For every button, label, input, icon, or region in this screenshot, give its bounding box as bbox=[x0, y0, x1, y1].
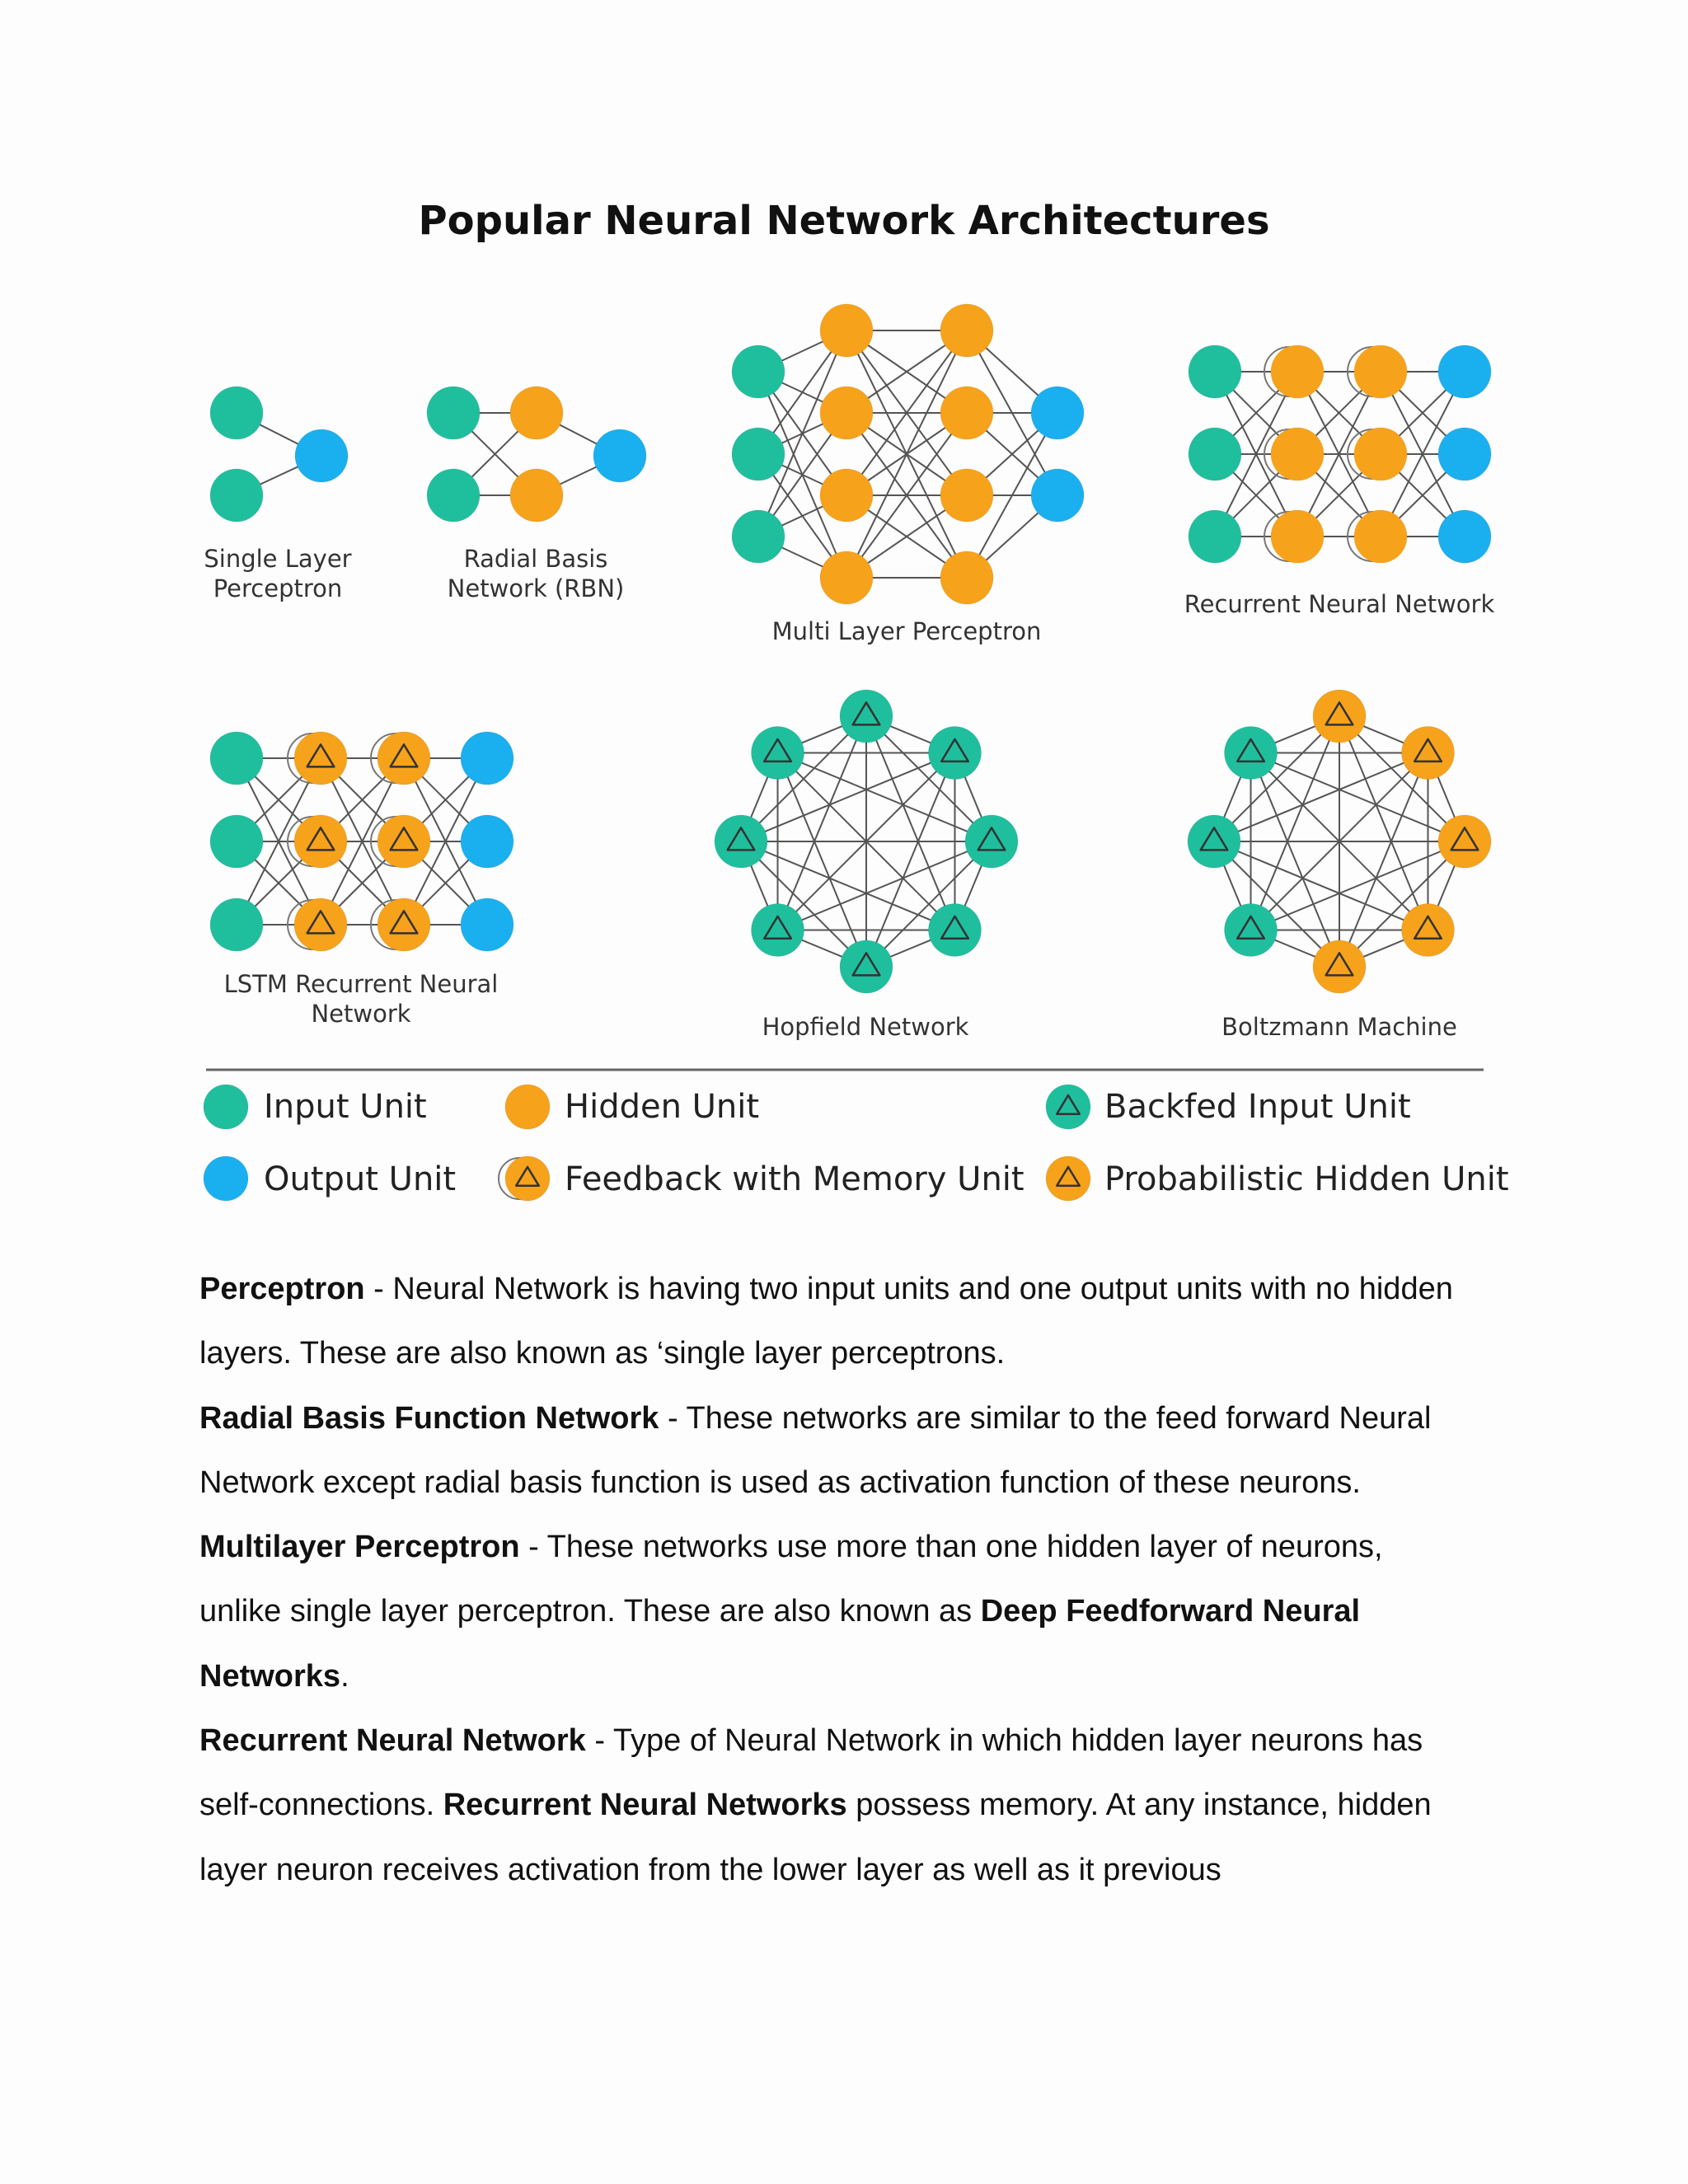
term-rnn: Recurrent Neural Network bbox=[199, 1723, 586, 1759]
memory-unit-node bbox=[371, 815, 430, 868]
output-unit-node bbox=[1031, 387, 1084, 439]
backfed-input-node bbox=[752, 727, 804, 780]
paragraph-rbf bbox=[199, 1386, 1469, 1516]
label-hopfield: Hopfield Network bbox=[762, 1013, 969, 1041]
legend bbox=[264, 1088, 1509, 1198]
hidden-unit-node bbox=[940, 551, 993, 604]
probabilistic-hidden-node bbox=[1438, 815, 1491, 868]
backfed-input-node bbox=[715, 815, 767, 868]
hidden-unit-node bbox=[940, 387, 993, 439]
memory-unit-node bbox=[288, 815, 347, 868]
input-unit-node bbox=[732, 510, 785, 563]
network-nodes bbox=[210, 304, 1491, 993]
output-unit-node bbox=[295, 429, 348, 482]
input-unit-node bbox=[210, 898, 263, 951]
input-unit-node bbox=[210, 387, 263, 439]
label-rnn: Recurrent Neural Network bbox=[1184, 590, 1495, 618]
hidden-unit-node bbox=[820, 551, 873, 604]
text-rnn: - Type of Neural Network in which hidden layer neurons has self-connections. bbox=[199, 1723, 1423, 1823]
label-single-layer-line2: Perceptron bbox=[213, 574, 343, 602]
term-perceptron: Perceptron bbox=[199, 1272, 365, 1306]
text-rbf: - These networks are similar to the feed forward Neural Network except radial basis function is used as activation function of these neurons. bbox=[199, 1400, 1432, 1500]
probabilistic-hidden-node bbox=[1313, 690, 1366, 743]
output-unit-node bbox=[204, 1156, 248, 1201]
output-unit-node bbox=[461, 815, 513, 868]
label-single-layer-line1: Single Layer bbox=[204, 545, 352, 573]
page-title: Popular Neural Network Architectures bbox=[418, 198, 1270, 244]
hidden-unit-node bbox=[940, 469, 993, 522]
probabilistic-hidden-node bbox=[1401, 727, 1454, 780]
hidden-unit-node bbox=[510, 469, 563, 522]
paragraph-mlp bbox=[199, 1515, 1469, 1708]
term-deep-feedforward: Deep Feedforward Neural Networks bbox=[199, 1594, 1361, 1694]
hidden-unit-node bbox=[820, 387, 873, 439]
input-unit-node bbox=[427, 469, 480, 522]
output-unit-node bbox=[593, 429, 646, 482]
backfed-input-node bbox=[1225, 727, 1278, 780]
probabilistic-hidden-node bbox=[1313, 940, 1366, 993]
output-unit-node bbox=[461, 898, 513, 951]
legend-probabilistic-label: Probabilistic Hidden Unit bbox=[1104, 1160, 1509, 1198]
text-mlp: - These networks use more than one hidden layer of neurons, unlike single layer perceptron. These are also known as bbox=[199, 1530, 1383, 1629]
input-unit-node bbox=[427, 387, 480, 439]
legend-output-label: Output Unit bbox=[264, 1160, 457, 1198]
input-unit-node bbox=[210, 815, 263, 868]
hidden-unit-node bbox=[1354, 345, 1407, 398]
paragraph-perceptron bbox=[199, 1257, 1469, 1386]
backfed-input-node bbox=[1225, 903, 1278, 956]
body-text bbox=[199, 1257, 1469, 1902]
input-unit-node bbox=[1189, 428, 1241, 480]
output-unit-node bbox=[1438, 428, 1491, 480]
memory-unit-node bbox=[288, 898, 347, 951]
hidden-unit-node bbox=[820, 469, 873, 522]
hidden-unit-node bbox=[505, 1085, 550, 1129]
input-unit-node bbox=[732, 428, 785, 480]
hidden-unit-node bbox=[1271, 428, 1324, 480]
term-rnns: Recurrent Neural Networks bbox=[443, 1788, 847, 1823]
backfed-input-node bbox=[928, 903, 981, 956]
output-unit-node bbox=[1438, 510, 1491, 563]
legend-hidden-label: Hidden Unit bbox=[565, 1088, 760, 1126]
input-unit-node bbox=[732, 345, 785, 398]
input-unit-node bbox=[210, 469, 263, 522]
input-unit-node bbox=[210, 732, 263, 785]
hidden-unit-node bbox=[1271, 510, 1324, 563]
paragraph-rnn bbox=[199, 1708, 1469, 1902]
legend-memory-label: Feedback with Memory Unit bbox=[565, 1160, 1025, 1198]
input-unit-node bbox=[1189, 510, 1241, 563]
label-lstm-line1: LSTM Recurrent Neural bbox=[223, 970, 499, 998]
label-rbn-line1: Radial Basis bbox=[463, 545, 608, 573]
memory-unit-node bbox=[499, 1156, 550, 1201]
memory-unit-node bbox=[288, 732, 347, 785]
probabilistic-hidden-node bbox=[1401, 903, 1454, 956]
label-mlp: Multi Layer Perceptron bbox=[771, 617, 1042, 645]
term-rbf: Radial Basis Function Network bbox=[199, 1400, 659, 1436]
legend-input-label: Input Unit bbox=[264, 1088, 427, 1126]
hidden-unit-node bbox=[1271, 345, 1324, 398]
hidden-unit-node bbox=[1354, 510, 1407, 563]
text-mlp-end: . bbox=[340, 1658, 349, 1694]
output-unit-node bbox=[461, 732, 513, 785]
legend-backfed-label: Backfed Input Unit bbox=[1104, 1088, 1411, 1126]
memory-unit-node bbox=[371, 732, 430, 785]
backfed-input-node bbox=[840, 940, 893, 993]
label-boltzmann: Boltzmann Machine bbox=[1221, 1013, 1457, 1041]
label-lstm-line2: Network bbox=[311, 1000, 411, 1028]
text-perceptron: - Neural Network is having two input units and one output units with no hidden layers. These are also known as ‘single layer perceptrons. bbox=[199, 1272, 1453, 1371]
backfed-input-node bbox=[1188, 815, 1240, 868]
input-unit-node bbox=[204, 1085, 248, 1129]
output-unit-node bbox=[1438, 345, 1491, 398]
backfed-input-node bbox=[840, 690, 893, 743]
output-unit-node bbox=[1031, 469, 1084, 522]
term-mlp: Multilayer Perceptron bbox=[199, 1530, 520, 1565]
memory-unit-node bbox=[371, 898, 430, 951]
backfed-input-node bbox=[928, 727, 981, 780]
backfed-input-node bbox=[752, 903, 804, 956]
text-rnn-end: possess memory. At any instance, hidden layer neuron receives activation from the lower layer as well as it previous bbox=[199, 1788, 1432, 1887]
backfed-input-node bbox=[965, 815, 1018, 868]
backfed-input-node bbox=[1046, 1085, 1090, 1129]
hidden-unit-node bbox=[820, 304, 873, 357]
input-unit-node bbox=[1189, 345, 1241, 398]
hidden-unit-node bbox=[940, 304, 993, 357]
label-rbn-line2: Network (RBN) bbox=[447, 574, 625, 602]
probabilistic-hidden-node bbox=[1046, 1156, 1090, 1201]
hidden-unit-node bbox=[1354, 428, 1407, 480]
hidden-unit-node bbox=[510, 387, 563, 439]
